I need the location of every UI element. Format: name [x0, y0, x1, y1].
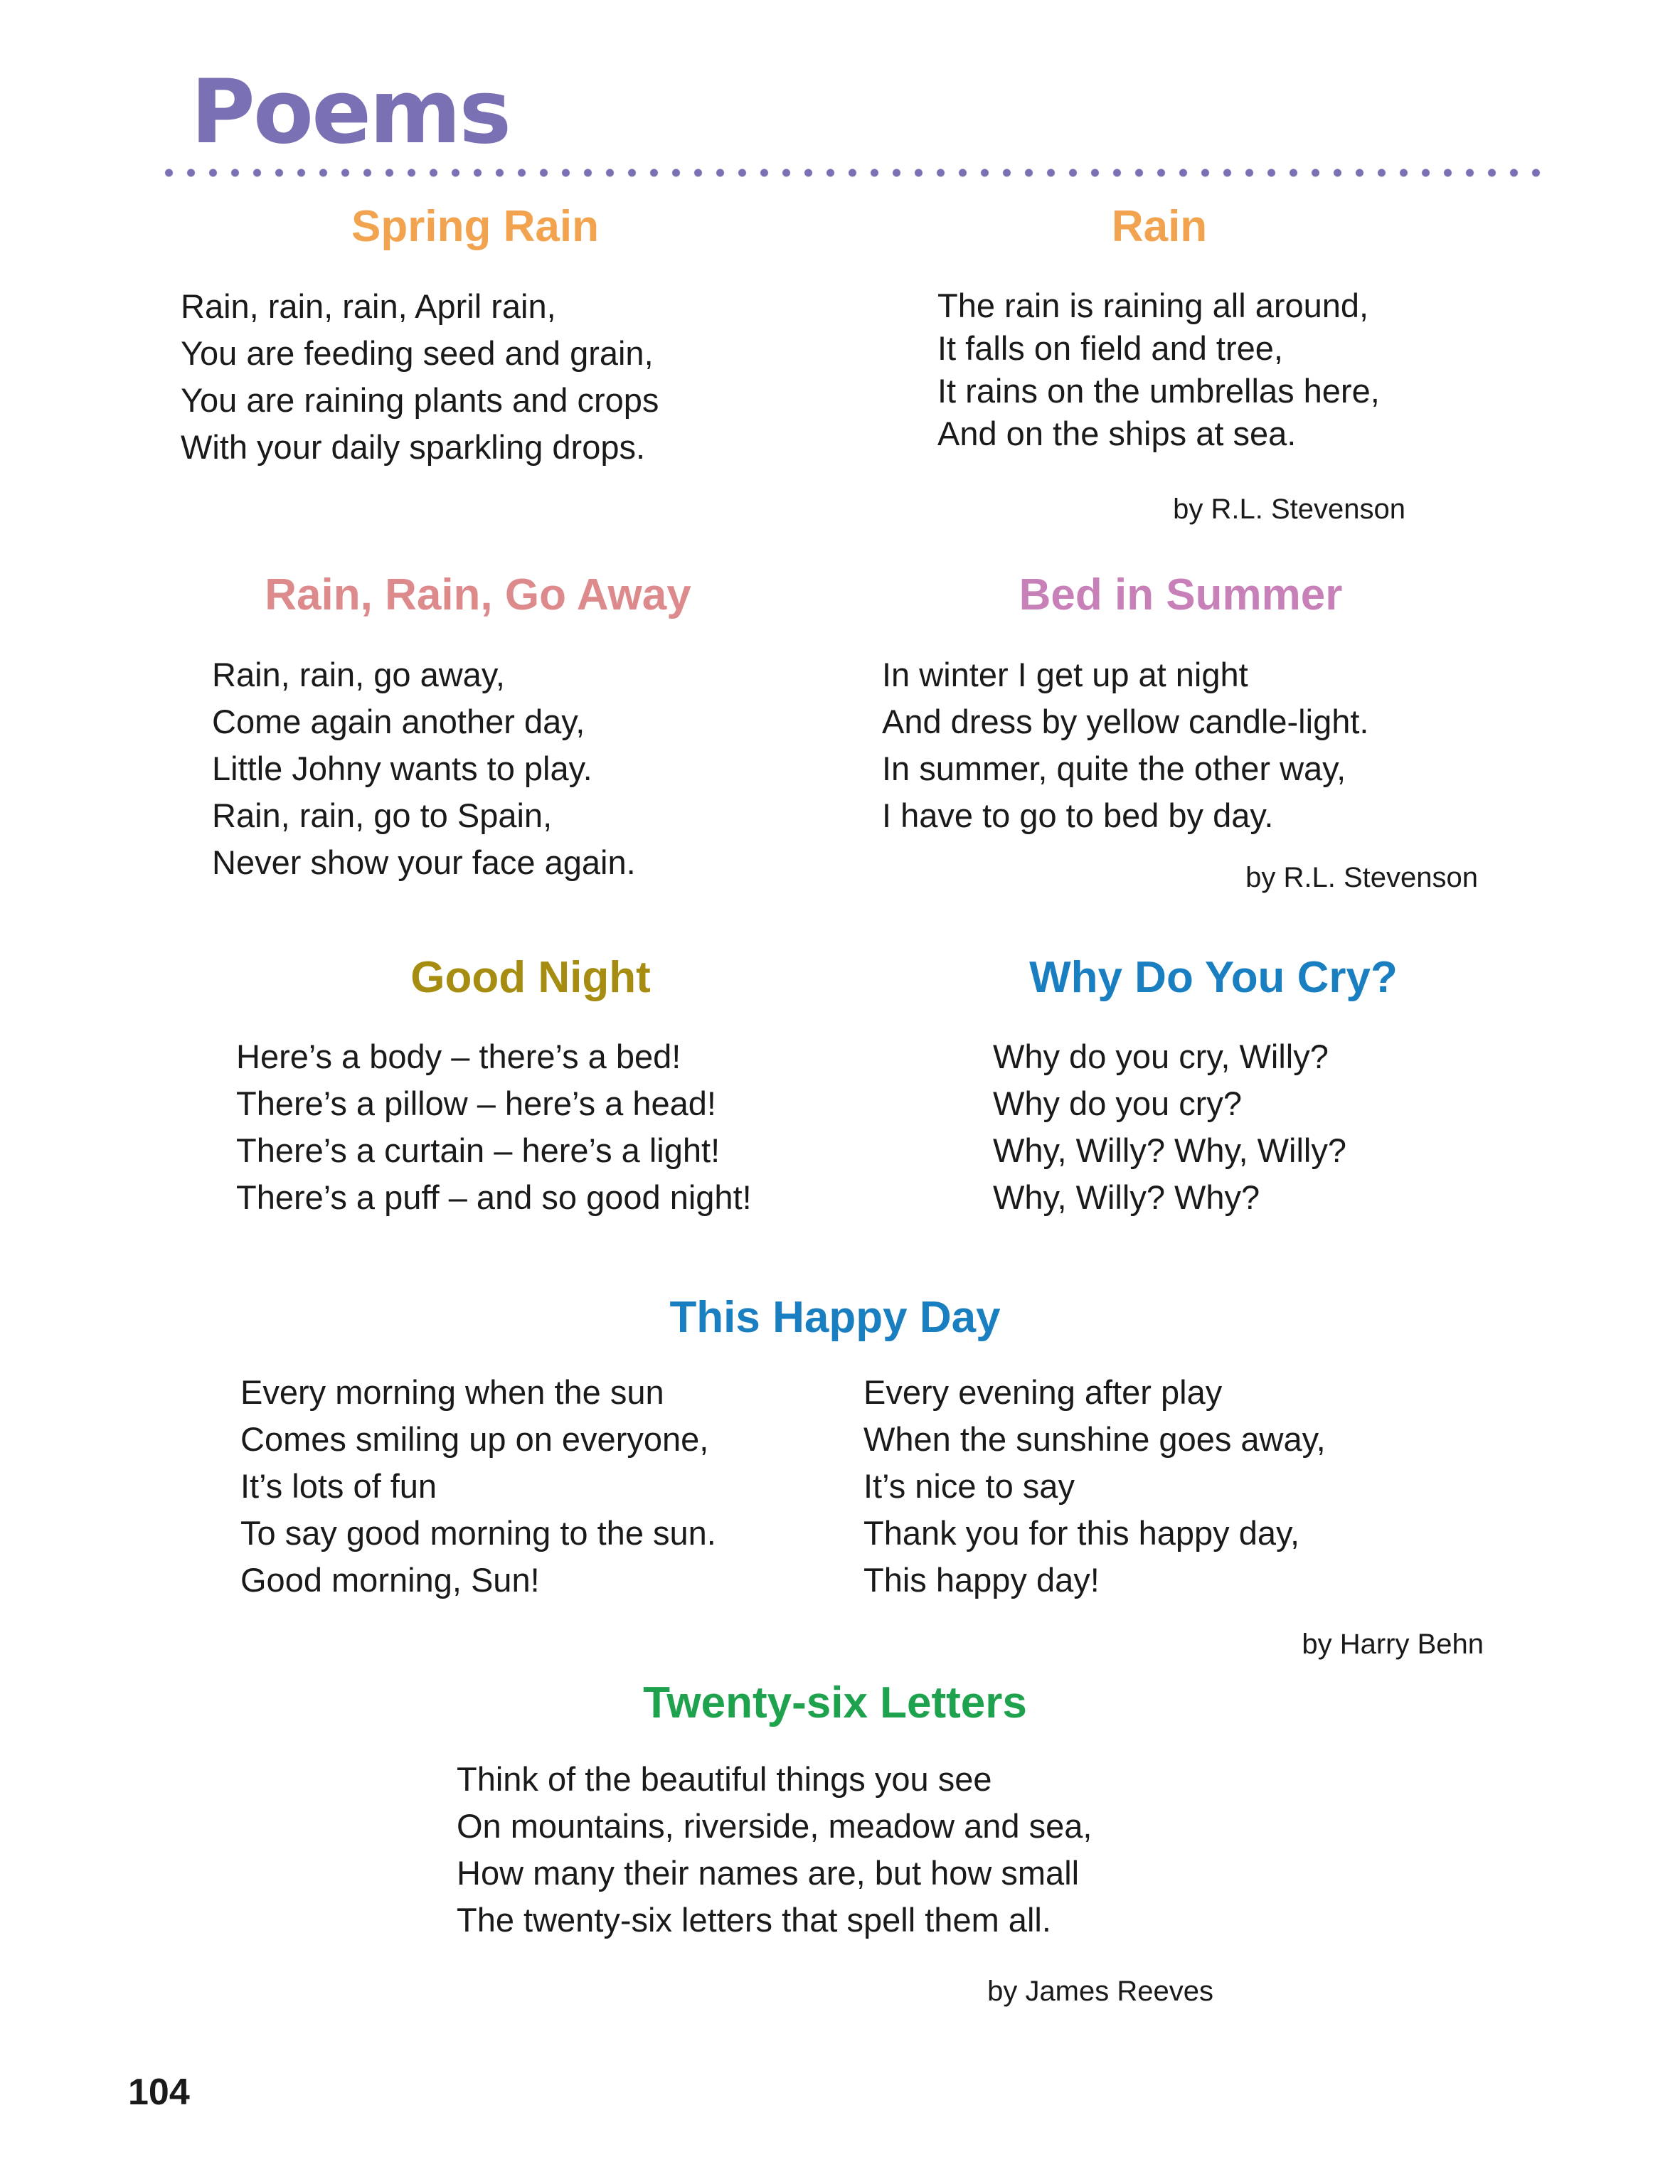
dotted-divider — [158, 168, 1548, 178]
poem-byline-bed-in-summer: by R.L. Stevenson — [1245, 862, 1478, 893]
poem-verse-good-night — [236, 1033, 752, 1221]
poem-byline-rain: by R.L. Stevenson — [1173, 494, 1405, 525]
verse-line: It falls on field and tree, — [937, 329, 1283, 367]
poem-title-good-night: Good Night — [410, 953, 651, 1002]
verse-line: Why do you cry, Willy? — [993, 1038, 1329, 1075]
verse-line: Little Johny wants to play. — [212, 750, 592, 787]
poem-title-rain: Rain — [1111, 202, 1208, 251]
verse-line: It rains on the umbrellas here, — [937, 372, 1380, 410]
poem-verse-spring-rain — [181, 283, 659, 471]
poem-title-happy-day: This Happy Day — [669, 1293, 1001, 1342]
verse-line: Why, Willy? Why? — [993, 1178, 1260, 1216]
verse-line: You are raining plants and crops — [181, 381, 659, 419]
verse-line: To say good morning to the sun. — [240, 1514, 716, 1552]
verse-line: It’s nice to say — [863, 1467, 1075, 1505]
verse-line: There’s a puff – and so good night! — [236, 1178, 752, 1216]
poem-byline-happy-day: by Harry Behn — [1302, 1629, 1484, 1660]
verse-line: Why do you cry? — [993, 1085, 1243, 1122]
verse-line: When the sunshine goes away, — [863, 1420, 1326, 1458]
poem-verse-letters — [457, 1756, 1092, 1944]
poem-verse-happy-day-right — [863, 1369, 1326, 1604]
poem-verse-happy-day-left — [240, 1369, 716, 1604]
verse-line: Here’s a body – there’s a bed! — [236, 1038, 681, 1075]
verse-line: There’s a curtain – here’s a light! — [236, 1131, 721, 1169]
verse-line: You are feeding seed and grain, — [181, 334, 654, 372]
verse-line: Never show your face again. — [212, 843, 636, 881]
verse-line: Rain, rain, go away, — [212, 656, 505, 693]
verse-line: On mountains, riverside, meadow and sea, — [457, 1807, 1092, 1845]
verse-line: It’s lots of fun — [240, 1467, 437, 1505]
verse-line: There’s a pillow – here’s a head! — [236, 1085, 716, 1122]
verse-line: In summer, quite the other way, — [882, 750, 1346, 787]
verse-line: With your daily sparkling drops. — [181, 428, 646, 466]
poem-title-letters: Twenty-six Letters — [643, 1678, 1027, 1727]
verse-line: Rain, rain, go to Spain, — [212, 797, 553, 834]
poem-verse-bed-in-summer — [882, 651, 1368, 839]
poem-verse-why-cry — [993, 1033, 1346, 1221]
poem-verse-rain — [937, 284, 1380, 455]
verse-line: I have to go to bed by day. — [882, 797, 1274, 834]
verse-line: Every morning when the sun — [240, 1373, 664, 1411]
verse-line: Every evening after play — [863, 1373, 1223, 1411]
verse-line: And dress by yellow candle-light. — [882, 703, 1369, 740]
verse-line: Think of the beautiful things you see — [457, 1760, 992, 1798]
poem-verse-rain-go-away — [212, 651, 636, 886]
poem-title-why-cry: Why Do You Cry? — [1029, 953, 1398, 1002]
verse-line: Why, Willy? Why, Willy? — [993, 1131, 1346, 1169]
poem-title-rain-go-away: Rain, Rain, Go Away — [265, 570, 691, 619]
verse-line: The rain is raining all around, — [937, 287, 1369, 324]
verse-line: The twenty-six letters that spell them all. — [457, 1901, 1051, 1939]
verse-line: Comes smiling up on everyone, — [240, 1420, 709, 1458]
poem-byline-letters: by James Reeves — [987, 1976, 1213, 2007]
verse-line: Rain, rain, rain, April rain, — [181, 287, 556, 325]
verse-line: Come again another day, — [212, 703, 585, 740]
verse-line: Good morning, Sun! — [240, 1561, 540, 1599]
verse-line: And on the ships at sea. — [937, 415, 1297, 452]
poem-title-bed-in-summer: Bed in Summer — [1019, 570, 1343, 619]
page-number: 104 — [128, 2072, 190, 2113]
verse-line: Thank you for this happy day, — [863, 1514, 1300, 1552]
verse-line: In winter I get up at night — [882, 656, 1248, 693]
poem-title-spring-rain: Spring Rain — [351, 202, 599, 251]
page-title: Poems — [191, 61, 510, 164]
verse-line: How many their names are, but how small — [457, 1854, 1080, 1892]
verse-line: This happy day! — [863, 1561, 1100, 1599]
